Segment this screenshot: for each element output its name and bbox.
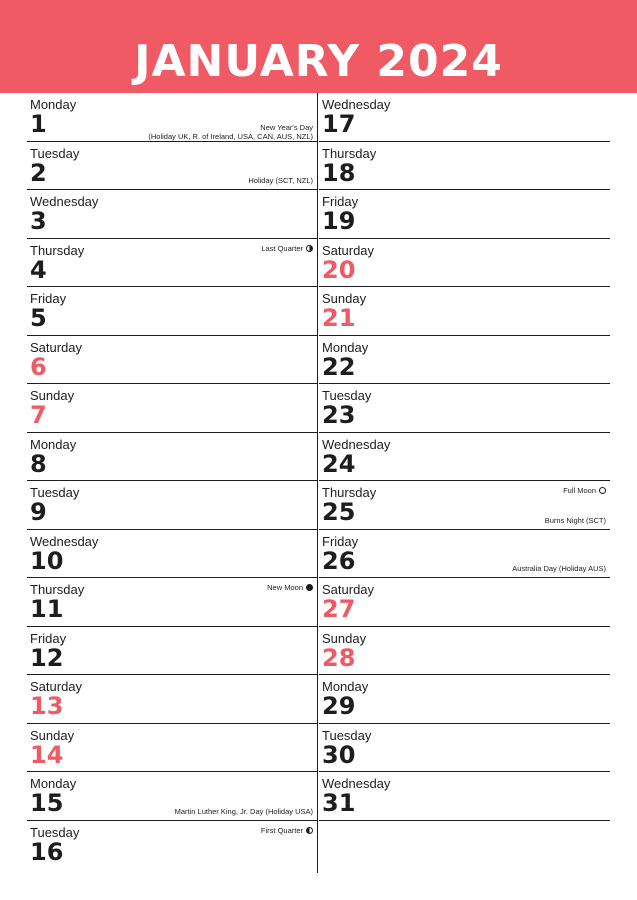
weekday-label: Monday (30, 97, 77, 112)
day-number: 9 (30, 498, 47, 526)
weekday-label: Saturday (30, 339, 83, 355)
day-cell (27, 287, 317, 336)
weekday-label: Tuesday (322, 388, 372, 403)
day-number: 14 (30, 740, 64, 769)
day-cell (319, 142, 610, 191)
day-number: 23 (322, 401, 356, 429)
day-cell (319, 384, 610, 433)
day-cell (27, 384, 317, 433)
left-day-column (27, 93, 317, 868)
day-cell (27, 627, 317, 676)
day-cell (27, 530, 317, 579)
day-number: 8 (30, 449, 47, 478)
weekday-label: Monday (30, 436, 77, 452)
weekday-label: Monday (322, 679, 369, 694)
weekday-label: Wednesday (322, 776, 391, 791)
day-number: 11 (30, 595, 64, 623)
weekday-label: Wednesday (30, 194, 99, 209)
day-number: 22 (322, 352, 356, 381)
weekday-label: Sunday (30, 388, 75, 403)
day-note: New Moon (267, 583, 313, 592)
weekday-label: Tuesday (30, 485, 80, 500)
day-cell (319, 724, 610, 773)
calendar-header (0, 0, 637, 93)
day-number: 28 (322, 643, 356, 672)
moon-full-icon (599, 487, 606, 494)
weekday-label: Friday (322, 533, 359, 549)
day-number: 30 (322, 740, 356, 769)
weekday-label: Thursday (322, 485, 377, 500)
weekday-label: Saturday (30, 679, 83, 694)
day-cell (27, 142, 317, 191)
day-number: 17 (322, 110, 356, 138)
weekday-label: Friday (30, 630, 67, 646)
weekday-label: Saturday (322, 582, 375, 597)
day-number: 21 (322, 304, 356, 332)
day-note: Australia Day (Holiday AUS) (512, 564, 606, 573)
day-cell (27, 772, 317, 821)
day-number: 31 (322, 789, 356, 817)
day-note: Holiday (SCT, NZL) (248, 176, 313, 185)
day-number: 12 (30, 643, 64, 672)
day-number: 3 (30, 207, 47, 235)
weekday-label: Wednesday (30, 533, 99, 549)
day-number: 26 (322, 546, 356, 575)
day-number: 10 (30, 546, 64, 575)
weekday-label: Monday (30, 776, 77, 791)
day-cell (27, 336, 317, 385)
day-number: 4 (30, 255, 47, 284)
day-cell (27, 433, 317, 482)
weekday-label: Tuesday (30, 824, 80, 840)
moon-quarter-right-icon (306, 827, 313, 834)
day-number: 27 (322, 595, 356, 623)
weekday-label: Sunday (322, 291, 367, 306)
day-note: New Year's Day (Holiday UK, R. of Ireland, USA, CAN, AUS, NZL) (148, 123, 313, 141)
day-number: 5 (30, 304, 47, 332)
day-cell (319, 578, 610, 627)
day-cell (27, 190, 317, 239)
day-number: 20 (322, 255, 356, 284)
day-cell (319, 336, 610, 385)
day-cell (27, 675, 317, 724)
day-cell (319, 821, 610, 869)
day-number: 24 (322, 449, 356, 478)
column-divider (317, 93, 318, 873)
day-cell (319, 675, 610, 724)
day-cell (319, 530, 610, 579)
day-number: 19 (322, 207, 356, 235)
moon-quarter-left-icon (306, 245, 313, 252)
day-number: 16 (30, 837, 64, 866)
day-note: Burns Night (SCT) (544, 515, 606, 525)
day-number: 13 (30, 692, 64, 720)
weekday-label: Tuesday (322, 727, 372, 743)
weekday-label: Thursday (30, 582, 85, 597)
day-number: 25 (322, 498, 356, 526)
day-number: 18 (322, 158, 356, 187)
day-cell (27, 724, 317, 773)
month-title: JANUARY 2024 (134, 36, 503, 87)
day-cell (27, 481, 317, 530)
weekday-label: Saturday (322, 242, 375, 258)
day-cell (319, 287, 610, 336)
day-cell (27, 821, 317, 869)
day-note: Martin Luther King, Jr. Day (Holiday USA) (174, 806, 313, 816)
day-note: First Quarter (261, 826, 313, 835)
weekday-label: Thursday (30, 242, 85, 258)
day-cell (319, 190, 610, 239)
weekday-label: Friday (30, 291, 67, 306)
day-cell (319, 481, 610, 530)
day-cell (27, 578, 317, 627)
weekday-label: Friday (322, 194, 359, 209)
day-number: 7 (30, 401, 47, 429)
day-number: 2 (30, 158, 47, 187)
day-cell (319, 239, 610, 288)
day-cell (319, 627, 610, 676)
day-cell (27, 239, 317, 288)
weekday-label: Sunday (30, 727, 75, 743)
day-number: 6 (30, 352, 47, 381)
right-day-column (319, 93, 610, 868)
weekday-label: Monday (322, 339, 369, 355)
moon-new-icon (306, 584, 313, 591)
weekday-label: Wednesday (322, 97, 391, 112)
day-cell (319, 433, 610, 482)
day-note: Full Moon (563, 486, 606, 495)
day-cell (319, 772, 610, 821)
day-number: 15 (30, 789, 64, 817)
day-note: Last Quarter (261, 244, 313, 253)
day-number: 1 (30, 110, 47, 138)
day-number: 29 (322, 692, 356, 720)
day-cell (319, 93, 610, 142)
weekday-label: Tuesday (30, 145, 80, 161)
weekday-label: Wednesday (322, 436, 391, 452)
weekday-label: Sunday (322, 630, 367, 646)
weekday-label: Thursday (322, 145, 377, 161)
day-cell (27, 93, 317, 142)
